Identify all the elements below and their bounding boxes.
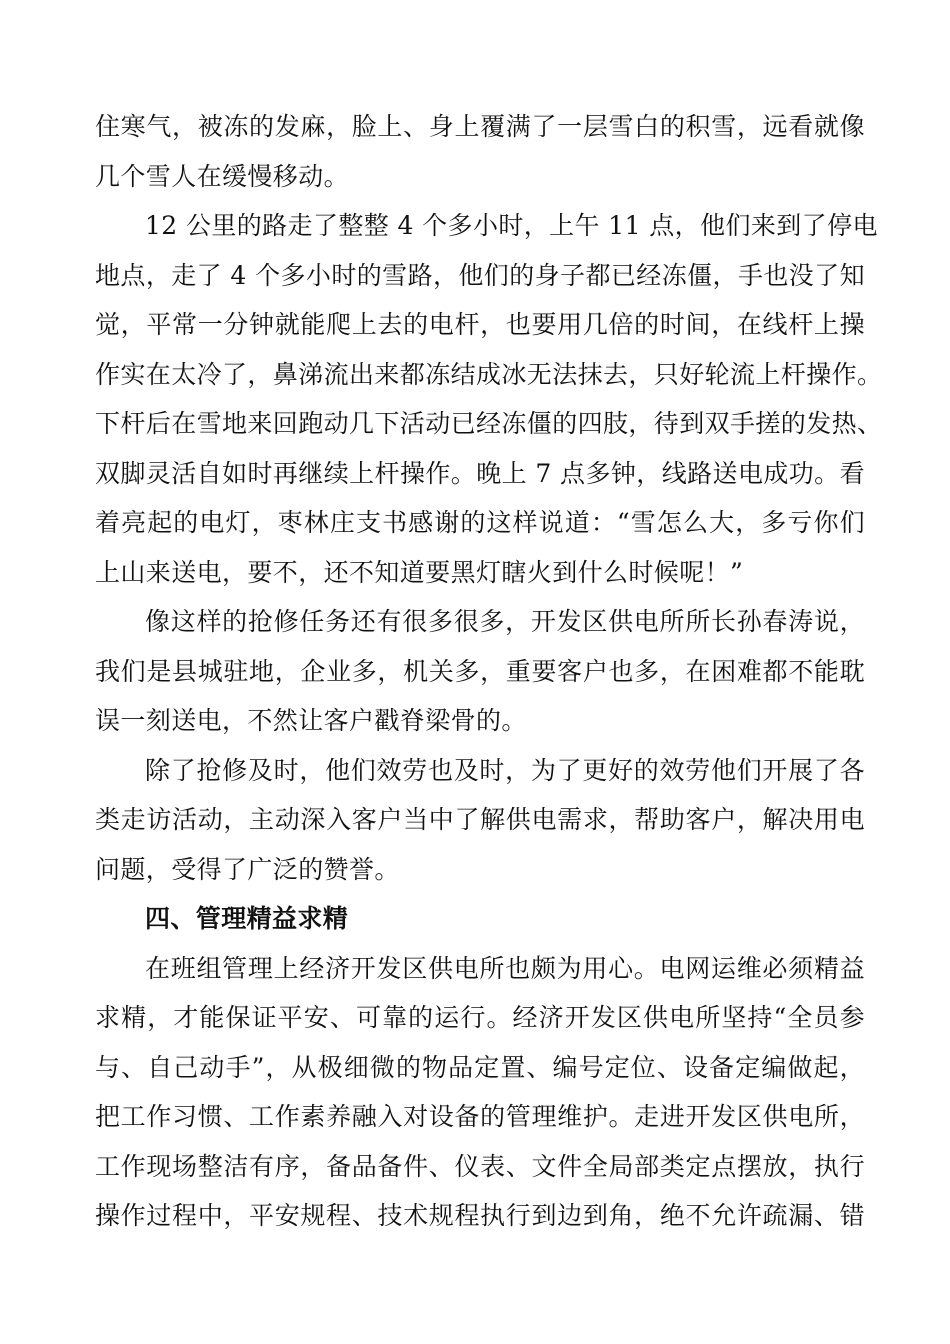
text-line: 类走访活动，主动深入客户当中了解供电需求，帮助客户，解决用电 (95, 805, 865, 834)
text-line: 像这样的抢修任务还有很多很多，开发区供电所所长孙春涛说， (145, 607, 865, 636)
text-line: 问题，受得了广泛的赞誉。 (95, 854, 400, 884)
text-line: 把工作习惯、工作素养融入对设备的管理维护。走进开发区供电所， (95, 1102, 865, 1131)
text-line: 工作现场整洁有序，备品备件、仪表、文件全局部类定点摆放，执行 (95, 1151, 865, 1181)
text-line: 地点，走了 4 个多小时的雪路，他们的身子都已经冻僵，手也没了知 (95, 260, 865, 290)
document-page (95, 102, 883, 1241)
text-line: 与、自己动手”，从极细微的物品定置、编号定位、设备定编做起， (95, 1052, 865, 1082)
text-line: 12 公里的路走了整整 4 个多小时，上午 11 点，他们来到了停电 (145, 211, 878, 240)
text-line: 上山来送电，要不，还不知道要黑灯瞎火到什么时候呢！” (95, 557, 744, 587)
text-line: 觉，平常一分钟就能爬上去的电杆，也要用几倍的时间，在线杆上操 (95, 310, 865, 339)
text-line: 住寒气，被冻的发麻，脸上、身上覆满了一层雪白的积雪，远看就像 (95, 112, 865, 141)
text-line: 几个雪人在缓慢移动。 (95, 161, 350, 191)
text-line: 下杆后在雪地来回跑动几下活动已经冻僵的四肢，待到双手搓的发热、 (95, 409, 883, 438)
section-heading: 四、管理精益求精 (145, 904, 349, 933)
text-line: 除了抢修及时，他们效劳也及时，为了更好的效劳他们开展了各 (145, 755, 865, 785)
text-line: 在班组管理上经济开发区供电所也颇为用心。电网运维必须精益 (145, 953, 865, 983)
text-line: 双脚灵活自如时再继续上杆操作。晚上 7 点多钟，线路送电成功。看 (95, 458, 865, 488)
text-line: 求精，才能保证平安、可靠的运行。经济开发区供电所坚持“全员参 (95, 1003, 865, 1032)
text-line: 着亮起的电灯，枣林庄支书感谢的这样说道：“雪怎么大，多亏你们 (95, 508, 865, 537)
text-line: 我们是县城驻地，企业多，机关多，重要客户也多，在困难都不能耽 (95, 656, 865, 686)
text-line: 操作过程中，平安规程、技术规程执行到边到角，绝不允许疏漏、错 (95, 1201, 865, 1230)
text-line: 误一刻送电，不然让客户戳脊梁骨的。 (95, 706, 527, 735)
text-line: 作实在太冷了，鼻涕流出来都冻结成冰无法抹去，只好轮流上杆操作。 (95, 359, 883, 389)
